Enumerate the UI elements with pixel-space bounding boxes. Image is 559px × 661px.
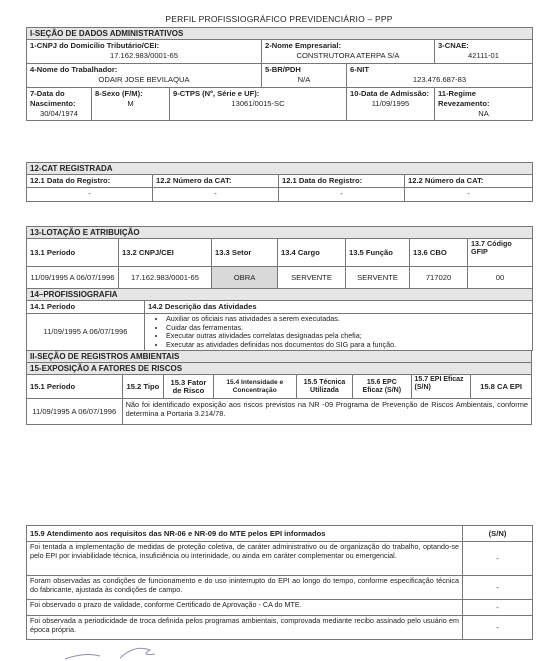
cat-number-label: 12.2 Número da CAT: (153, 175, 279, 188)
activity-desc-label: 14.2 Descrição das Atividades (145, 301, 533, 314)
cat-date-label-2: 12.1 Data do Registro: (279, 175, 405, 188)
shift-regime-label: 11-Regime Revezamento: (438, 89, 490, 108)
admission-label: 10-Data de Admissão: (350, 89, 430, 98)
shift-regime-value: NA (478, 109, 489, 118)
sex-value: M (127, 99, 134, 108)
form-title: PERFIL PROFISSIOGRÁFICO PREVIDENCIÁRIO – PPP (165, 14, 393, 24)
birth-value: 30/04/1974 (39, 109, 78, 118)
col-function: 13.5 Função (346, 239, 410, 267)
signature-stroke (60, 642, 180, 661)
cnae-label: 3-CNAE: (438, 41, 469, 50)
col-sector: 13.3 Setor (212, 239, 278, 267)
cnpj-label: 1-CNPJ do Domicílio Tributário/CEI: (30, 41, 160, 50)
epi-req-answer: - (463, 576, 533, 600)
epi-req-row: Foram observadas as condições de funcionamento e do uso ininterrupto do EPI ao longo do tempo, conforme especificação técnica do fabricante, ajustada às condições de campo. (27, 576, 463, 600)
epi-req-answer: - (463, 600, 533, 616)
cat-number-value-2: - (405, 188, 533, 202)
epi-req-row: Foi observado o prazo de validade, conforme Certificado de Aprovação - CA do MTE. (27, 600, 463, 616)
nit-label: 6-NIT (350, 65, 369, 74)
col-cbo: 13.6 CBO (410, 239, 468, 267)
section-epi-requirements (26, 525, 532, 640)
ctps-label: 9-CTPS (Nº, Série e UF): (173, 89, 260, 98)
admission-value: 11/09/1995 (371, 99, 410, 108)
company-label: 2-Nome Empresarial: (265, 41, 341, 50)
risk-period-value: 11/09/1995 A 06/07/1996 (27, 399, 123, 425)
brpdh-value: N/A (297, 75, 311, 84)
list-item: • Auxiliar os oficiais nas atividades a serem executadas. (166, 315, 529, 324)
sn-header: (S/N) (463, 526, 533, 542)
cbo-value: 717020 (410, 267, 468, 289)
company-value: CONSTRUTORA ATERPA S/A (296, 51, 400, 60)
risk-statement: Não foi identificado exposição aos riscos previstos na NR -09 Programa de Prevenção de Riscos Ambientais, conforme determina a Portaria 3.214/78. (122, 399, 531, 425)
gfip-value: 00 (468, 267, 533, 289)
worker-value: ODAIR JOSE BEVILAQUA (98, 75, 190, 84)
section-header: 14–PROFISSIOGRAFIA (27, 289, 533, 301)
risk-col-epc: 15.6 EPC Eficaz (S/N) (353, 375, 411, 399)
worker-label: 4-Nome do Trabalhador: (30, 65, 118, 74)
function-value: SERVENTE (346, 267, 410, 289)
section-header: 13-LOTAÇÃO E ATRIBUIÇÃO (27, 227, 533, 239)
birth-label: 7-Data do Nascimento: (30, 89, 76, 108)
section-cat (26, 162, 532, 202)
col-gfip: 13.7 Código GFIP (468, 239, 533, 267)
role-value: SERVENTE (278, 267, 346, 289)
epi-req-header: 15.9 Atendimento aos requisitos das NR-06 e NR-09 do MTE pelos EPI informados (27, 526, 463, 542)
col-cnpj: 13.2 CNPJ/CEI (119, 239, 212, 267)
section-header: II-SEÇÃO DE REGISTROS AMBIENTAIS (27, 351, 532, 363)
col-role: 13.4 Cargo (278, 239, 346, 267)
cat-number-label-2: 12.2 Número da CAT: (405, 175, 533, 188)
list-item: • Executar as atividades definidas nos documentos do SIG para a função. (166, 341, 529, 350)
risk-col-epi: 15.7 EPI Eficaz (S/N) (411, 375, 471, 399)
risk-col-ca-epi: 15.8 CA EPI (471, 375, 532, 399)
nit-value: 123.476.687-83 (412, 75, 467, 84)
cat-date-label: 12.1 Data do Registro: (27, 175, 153, 188)
epi-req-answer: - (463, 542, 533, 576)
activity-list (148, 315, 529, 349)
epi-req-row: Foi observada a periodicidade de troca definida pelos programas ambientais, comprovada mediante recibo assinado pelo usuário em época própria. (27, 616, 463, 640)
list-item: • Executar outras atividades correlatas designadas pela chefia; (166, 332, 529, 341)
section-header: I-SEÇÃO DE DADOS ADMINISTRATIVOS (27, 28, 533, 40)
risk-col-period: 15.1 Período (27, 375, 123, 399)
epi-req-row: Foi tentada a implementação de medidas de proteção coletiva, de caráter administrativo ou de organização do trabalho, optando-se pelo EPI por inviabilidade técnica, insuficiência ou interinidade, ou ainda em caráter complementar ou emergencial. (27, 542, 463, 576)
ctps-value: 13061/0015-SC (231, 99, 285, 108)
cat-date-value-2: - (279, 188, 405, 202)
cnpj-cei-value: 17.162.983/0001-65 (119, 267, 212, 289)
section-admin-data (26, 27, 532, 121)
cnpj-value: 17.162.983/0001-65 (110, 51, 178, 60)
risk-col-type: 15.2 Tipo (122, 375, 164, 399)
risk-col-intensity: 15.4 Intensidade e Concentração (213, 375, 296, 399)
list-item: • Cuidar das ferramentas. (166, 324, 529, 333)
cnae-value: 42111-01 (468, 51, 499, 60)
period-value: 11/09/1995 A 06/07/1996 (27, 267, 119, 289)
sector-value: OBRA (212, 267, 278, 289)
cat-number-value: - (153, 188, 279, 202)
risk-col-factor: 15.3 Fator de Risco (164, 375, 213, 399)
section-header: 12-CAT REGISTRADA (27, 163, 533, 175)
activity-period-label: 14.1 Período (27, 301, 145, 314)
section-allocation (26, 226, 532, 425)
risk-col-technique: 15.5 Técnica Utilizada (296, 375, 352, 399)
epi-req-answer: - (463, 616, 533, 640)
section-header: 15-EXPOSIÇÃO A FATORES DE RISCOS (27, 363, 532, 375)
brpdh-label: 5-BR/PDH (265, 65, 301, 74)
activity-period-value: 11/09/1995 A 06/07/1996 (27, 314, 145, 351)
col-period: 13.1 Período (27, 239, 119, 267)
cat-date-value: - (27, 188, 153, 202)
sex-label: 8-Sexo (F/M): (95, 89, 143, 98)
